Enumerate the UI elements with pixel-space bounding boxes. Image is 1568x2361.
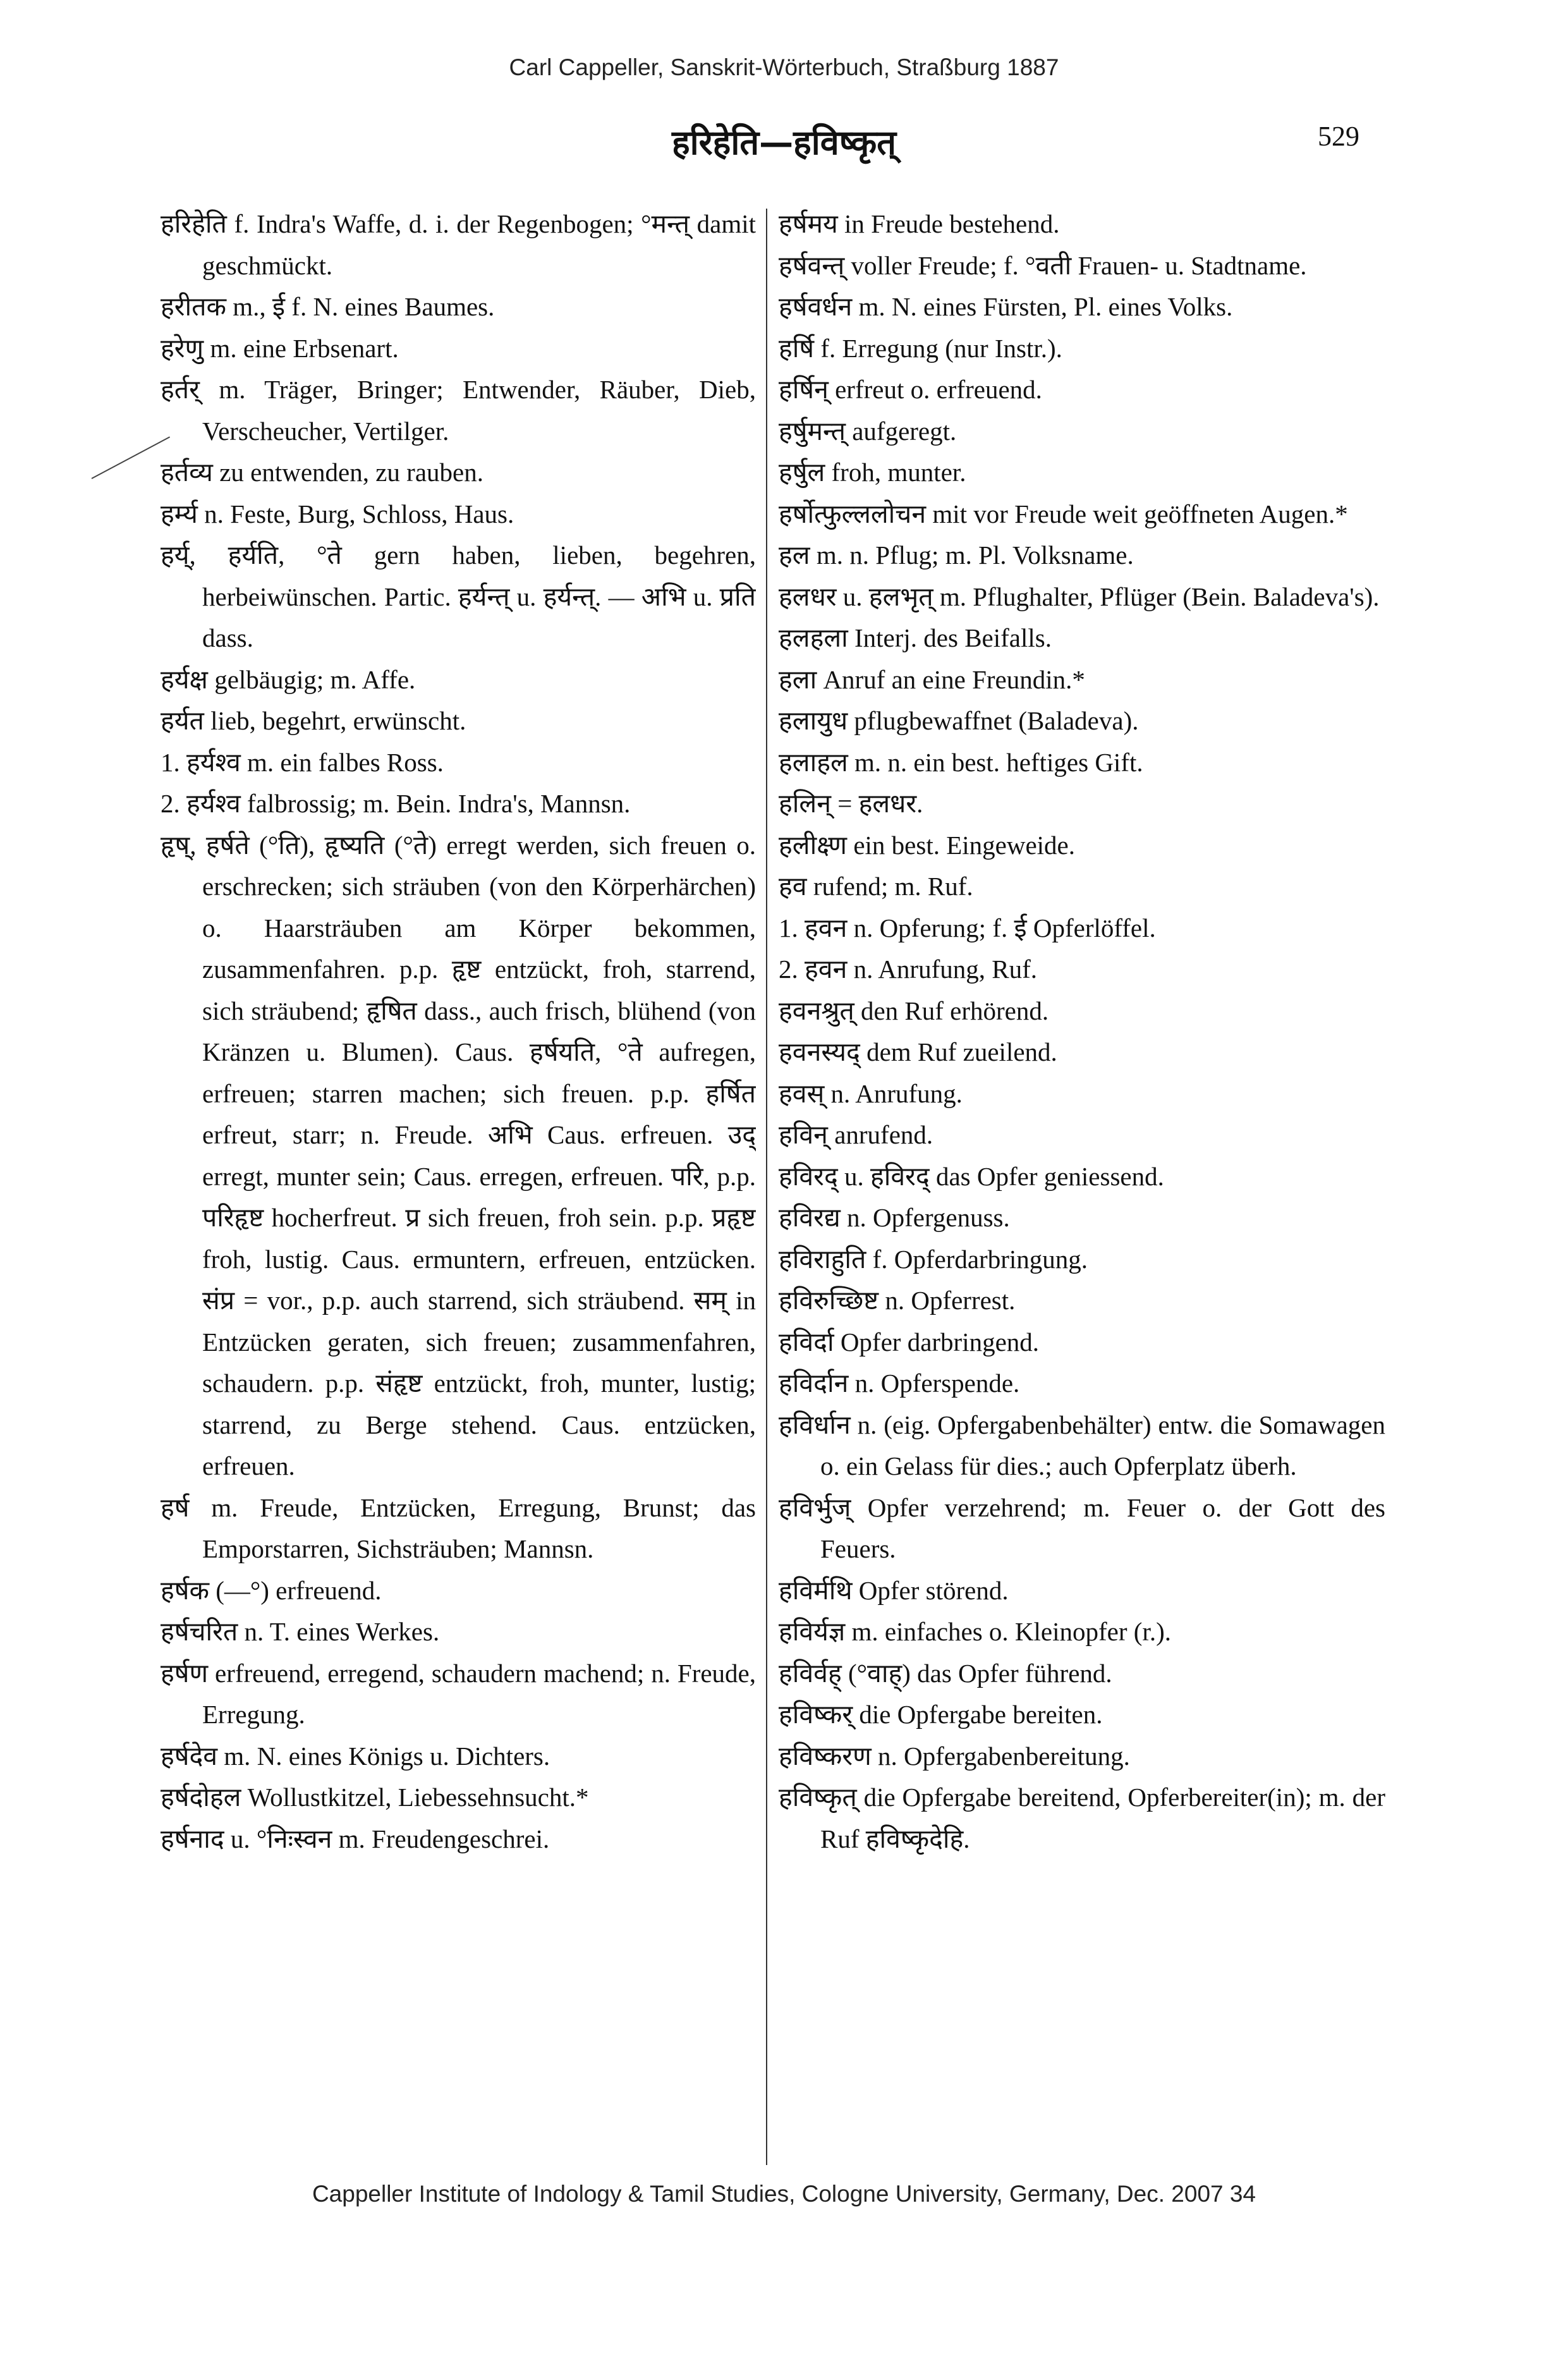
dictionary-entry: हविर्दान n. Opferspende. [779, 1369, 1020, 1398]
column-divider [766, 209, 767, 2165]
dictionary-entry: हविर्दा Opfer darbringend. [779, 1327, 1040, 1357]
dictionary-entry: हर्षदोहल Wollustkitzel, Liebessehnsucht.* [161, 1783, 589, 1812]
dictionary-entry: हल m. n. Pflug; m. Pl. Volksname. [779, 540, 1134, 570]
dictionary-entry: हविराहुति f. Opferdarbringung. [779, 1244, 1088, 1274]
footer-line: Cappeller Institute of Indology & Tamil Studies, Cologne University, Germany, Dec. 2007 34 [312, 2181, 1256, 2207]
right-column [779, 204, 1385, 2176]
dictionary-entry: हर्तव्य zu entwenden, zu rauben. [161, 458, 483, 487]
dictionary-entry: हवनस्यद् dem Ruf zueilend. [779, 1037, 1057, 1066]
dictionary-entry: 1. हर्यश्व m. ein falbes Ross. [161, 747, 444, 777]
page-number: 529 [1318, 121, 1359, 152]
dictionary-entry: हर्षण erfreuend, erregend, schaudern machend; n. Freude, Erregung. [161, 1658, 756, 1729]
dictionary-entry: हला Anruf an eine Freundin.* [779, 664, 1085, 694]
dictionary-entry: हलायुध pflugbewaffnet (Baladeva). [779, 706, 1139, 735]
dictionary-entry: हविरद् u. हविरद् das Opfer geniessend. [779, 1161, 1164, 1191]
dictionary-entry: हविर्यज्ञ m. einfaches o. Kleinopfer (r.). [779, 1617, 1171, 1646]
dictionary-entry: हविष्कृत् die Opfergabe bereitend, Opferbereiter(in); m. der Ruf हविष्कृदेहि. [779, 1783, 1385, 1853]
dictionary-entry: हर्यक्ष gelbäugig; m. Affe. [161, 664, 416, 694]
dictionary-entry: हृष्, हर्षते (°ति), हृष्यति (°ते) erregt werden, sich freuen o. erschrecken; sich sträuben (von den Körperhärchen) o. Haarsträuben am Körper bekommen, zusammenfahren. p.p. हृष्ट entzückt, froh, starrend, sich sträubend; हृषित dass., auch frisch, blühend (von Kränzen u. Blumen). Caus. हर्षयति, °ते aufregen, erfreuen; starren machen; sich freuen. p.p. हर्षित erfreut, starr; n. Freude. अभि Caus. erfreuen. उद् erregt, munter sein; Caus. erregen, erfreuen. परि, p.p. परिहृष्ट hocherfreut. प्र sich freuen, froh sein. p.p. प्रहृष्ट froh, lustig. Caus. ermuntern, erfreuen, entzücken. संप्र = vor., p.p. auch starrend, sich sträubend. सम् in Entzücken geraten, sich freuen; zusammenfahren, schaudern. p.p. संहृष्ट entzückt, froh, munter, lustig; starrend, zu Berge stehend. Caus. entzücken, erfreuen. [161, 830, 756, 1480]
dictionary-entry: हविन् anrufend. [779, 1120, 933, 1149]
running-head: हरिहेति—हविष्कृत् [671, 123, 897, 162]
dictionary-entry: हर्षनाद u. °निःस्वन m. Freudengeschrei. [161, 1824, 550, 1853]
dictionary-entry: हर्षक (—°) erfreuend. [161, 1575, 382, 1605]
left-column [161, 204, 756, 2176]
dictionary-entry: हर्षवर्धन m. N. eines Fürsten, Pl. eines Volks. [779, 292, 1233, 321]
dictionary-entry: हर्षदेव m. N. eines Königs u. Dichters. [161, 1741, 550, 1771]
dictionary-entry: हविरद्य n. Opfergenuss. [779, 1203, 1010, 1232]
dictionary-entry: हर्म्य n. Feste, Burg, Schloss, Haus. [161, 499, 514, 528]
dictionary-entry: 2. हर्यश्व falbrossig; m. Bein. Indra's, Mannsn. [161, 789, 631, 818]
dictionary-entry: हरीतक m., ई f. N. eines Baumes. [161, 292, 495, 321]
dictionary-entry: हविष्कर् die Opfergabe bereiten. [779, 1700, 1103, 1729]
dictionary-entry: हलाहल m. n. ein best. heftiges Gift. [779, 747, 1143, 777]
dictionary-entry: 1. हवन n. Opferung; f. ई Opferlöffel. [779, 913, 1156, 943]
dictionary-entry: हर्षिन् erfreut o. erfreuend. [779, 375, 1042, 404]
dictionary-entry: हविरुच्छिष्ट n. Opferrest. [779, 1286, 1016, 1315]
dictionary-entry: हव rufend; m. Ruf. [779, 872, 973, 901]
dictionary-entry: हर्ष m. Freude, Entzücken, Erregung, Brunst; das Emporstarren, Sichsträuben; Mannsn. [161, 1492, 756, 1563]
dictionary-entry: हविष्करण n. Opfergabenbereitung. [779, 1741, 1130, 1771]
dictionary-entry: हवस् n. Anrufung. [779, 1078, 963, 1108]
dictionary-entry: 2. हवन n. Anrufung, Ruf. [779, 955, 1037, 984]
dictionary-entry: हलधर u. हलभृत् m. Pflughalter, Pflüger (Bein. Baladeva's). [779, 582, 1380, 611]
dictionary-entry: हर्षोत्फुल्ललोचन mit vor Freude weit geöffneten Augen.* [779, 499, 1348, 528]
dictionary-entry: हर्तर् m. Träger, Bringer; Entwender, Räuber, Dieb, Verscheucher, Vertilger. [161, 375, 756, 446]
source-line: Carl Cappeller, Sanskrit-Wörterbuch, Straßburg 1887 [509, 54, 1059, 80]
dictionary-entry: हविर्भुज् Opfer verzehrend; m. Feuer o. der Gott des Feuers. [779, 1492, 1385, 1563]
dictionary-entry: हर्यत lieb, begehrt, erwünscht. [161, 706, 466, 735]
dictionary-entry: हलीक्ष्ण ein best. Eingeweide. [779, 830, 1075, 860]
dictionary-entry: हलहला Interj. des Beifalls. [779, 623, 1052, 652]
dictionary-entry: हविर्धान n. (eig. Opfergabenbehälter) entw. die Somawagen o. ein Gelass für dies.; auch Opferplatz überh. [779, 1410, 1385, 1480]
dictionary-entry: हलिन् = हलधर. [779, 789, 923, 818]
dictionary-entry: हविर्मथि Opfer störend. [779, 1575, 1009, 1605]
dictionary-entry: हर्षवन्त् voller Freude; f. °वती Frauen- u. Stadtname. [779, 250, 1307, 280]
dictionary-entry: हर्षमय in Freude bestehend. [779, 209, 1060, 238]
dictionary-entry: हर्षुल froh, munter. [779, 458, 966, 487]
dictionary-entry: हर्षुमन्त् aufgeregt. [779, 416, 957, 446]
dictionary-entry: हरिहेति f. Indra's Waffe, d. i. der Regenbogen; °मन्त् damit geschmückt. [161, 209, 756, 280]
margin-mark [92, 436, 171, 479]
dictionary-entry: हर्षचरित n. T. eines Werkes. [161, 1617, 440, 1646]
dictionary-entry: हर्षि f. Erregung (nur Instr.). [779, 333, 1062, 363]
dictionary-entry: हवनश्रुत् den Ruf erhörend. [779, 996, 1049, 1025]
dictionary-entry: हर्य्, हर्यति, °ते gern haben, lieben, begehren, herbeiwünschen. Partic. हर्यन्त् u. हर्यन्त्. — अभि u. प्रति dass. [161, 540, 756, 652]
dictionary-entry: हरेणु m. eine Erbsenart. [161, 333, 399, 363]
dictionary-entry: हविर्वह् (°वाह्) das Opfer führend. [779, 1658, 1112, 1688]
